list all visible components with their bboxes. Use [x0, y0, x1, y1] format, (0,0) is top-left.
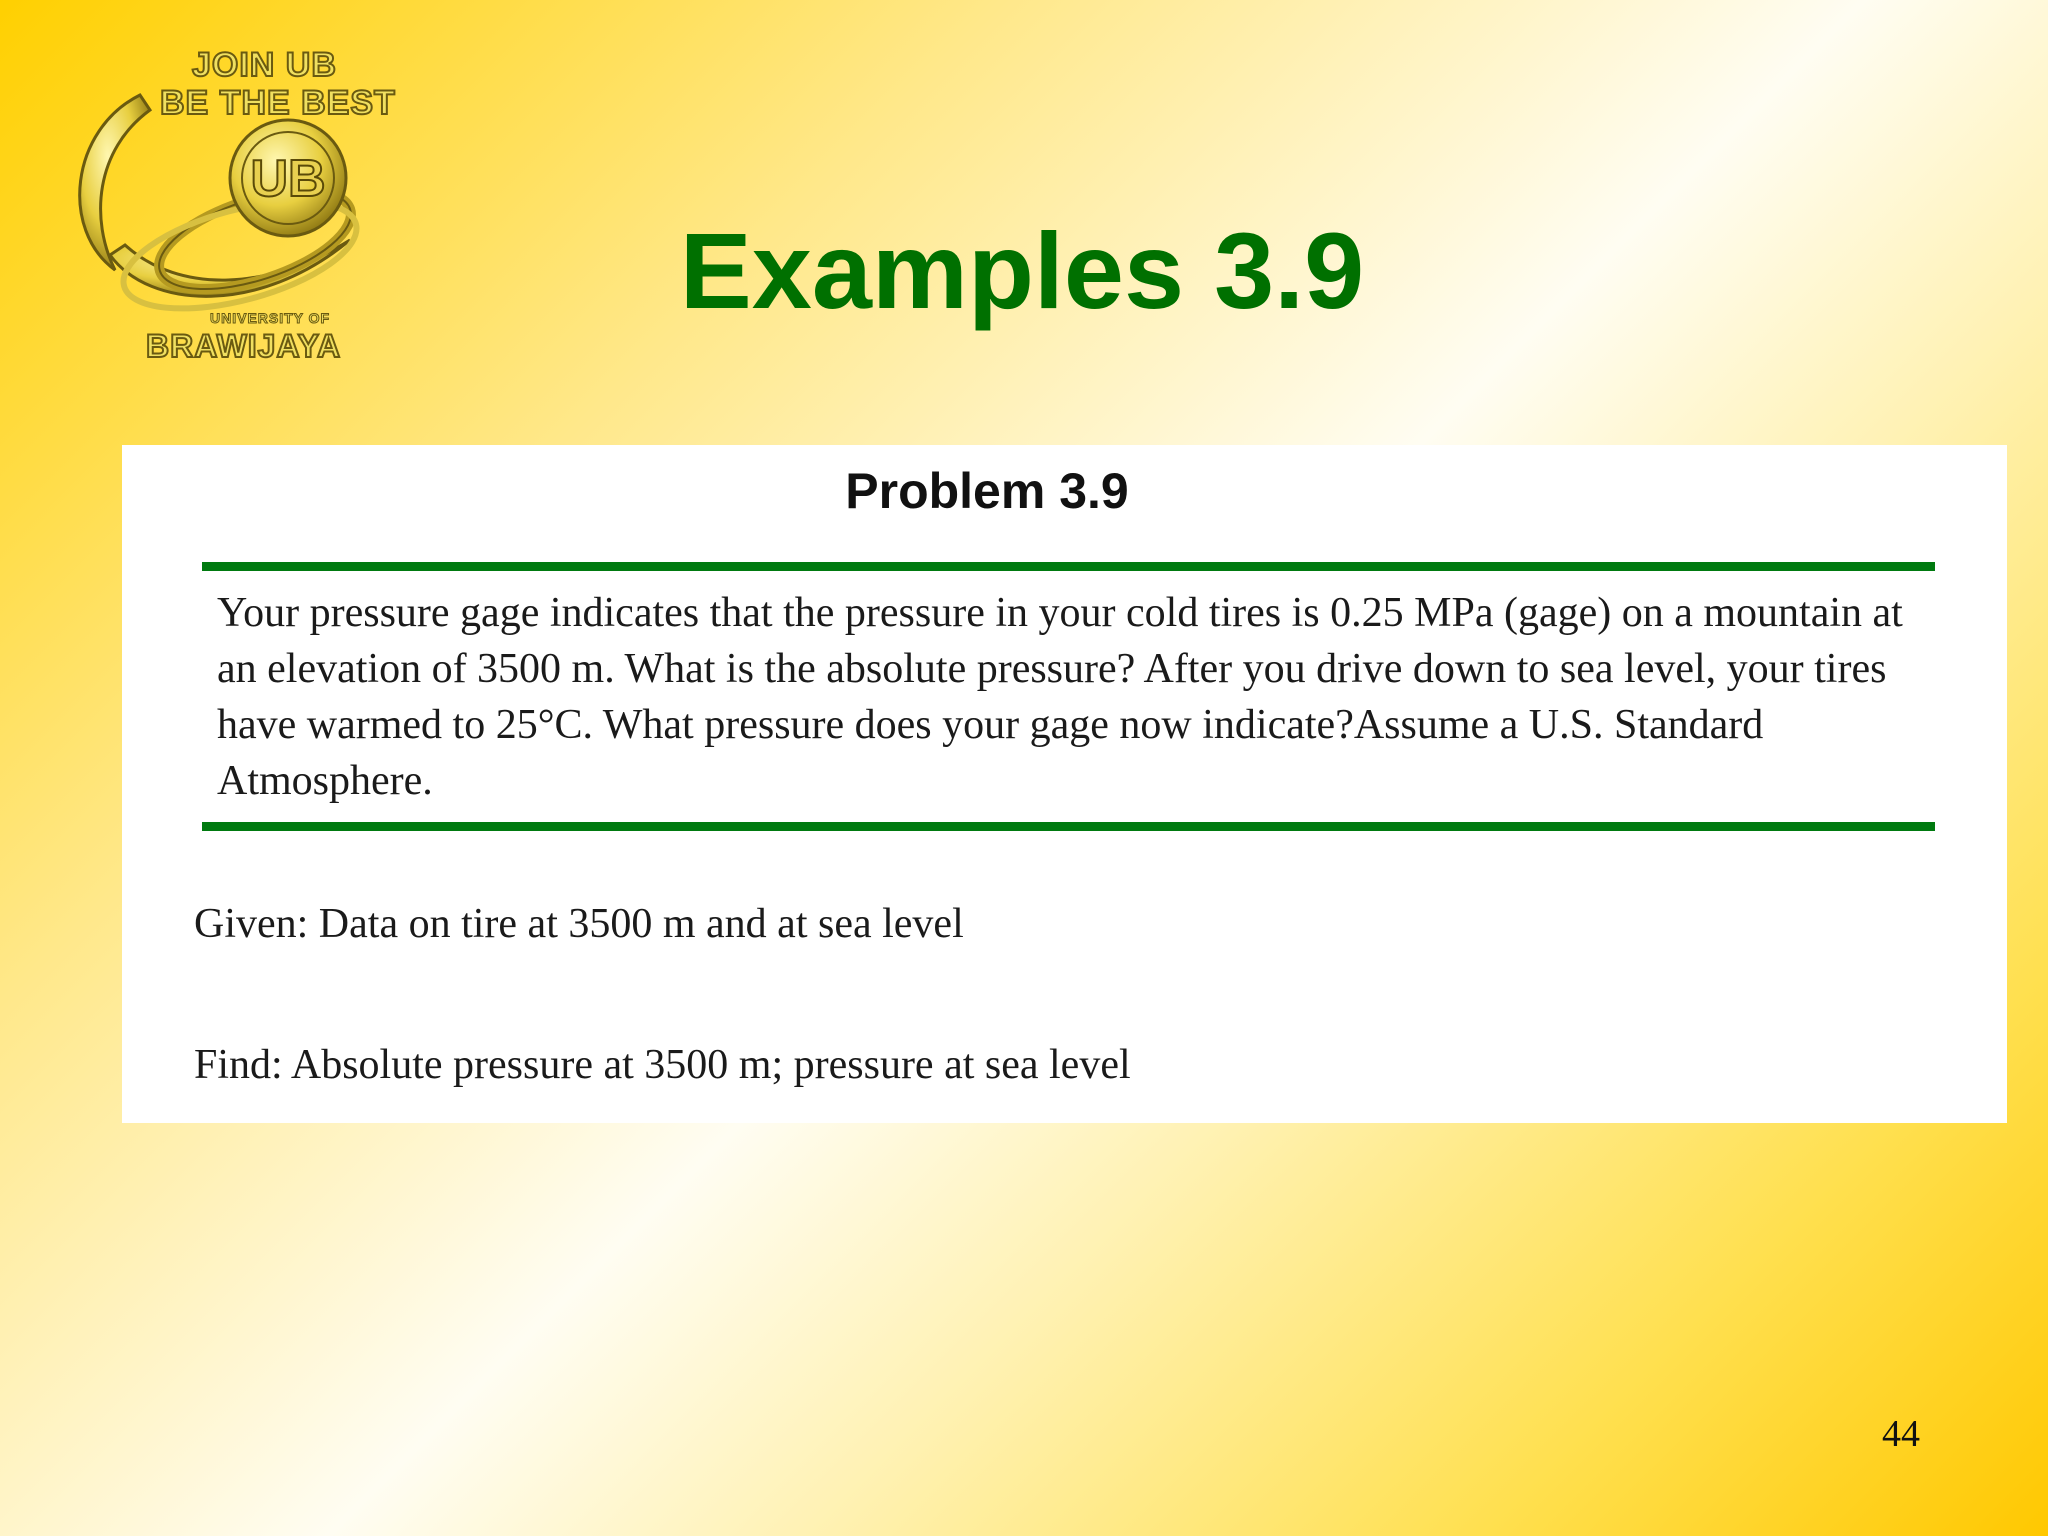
logo-best-text: BE THE BEST: [160, 84, 396, 122]
slide-title: [0, 212, 2048, 330]
slide-title-text: Examples 3.9: [679, 210, 1365, 331]
problem-statement: Your pressure gage indicates that the pressure in your cold tires is 0.25 MPa (gage) on a mountain at an elevation of 3500 m. What is the absolute pressure? After you drive down to sea level, your tires have warmed to 25°C. What pressure does your gage now indicate?Assume a U.S. Standard Atmosphere.: [217, 590, 1903, 804]
find-text: Find: Absolute pressure at 3500 m; pressure at sea level: [194, 1042, 1131, 1088]
logo-join-text: JOIN UB: [192, 46, 337, 84]
top-divider: [202, 562, 1935, 571]
problem-panel: [122, 445, 2007, 1123]
logo-ub-mark: UB: [250, 150, 326, 208]
problem-heading: Problem 3.9: [845, 463, 1129, 519]
logo-brawijaya-text: BRAWIJAYA: [146, 328, 342, 364]
page-number: 44: [1882, 1413, 1920, 1455]
bottom-divider: [202, 822, 1935, 831]
given-text: Given: Data on tire at 3500 m and at sea level: [194, 901, 964, 947]
logo-university-text: UNIVERSITY OF: [210, 310, 331, 326]
